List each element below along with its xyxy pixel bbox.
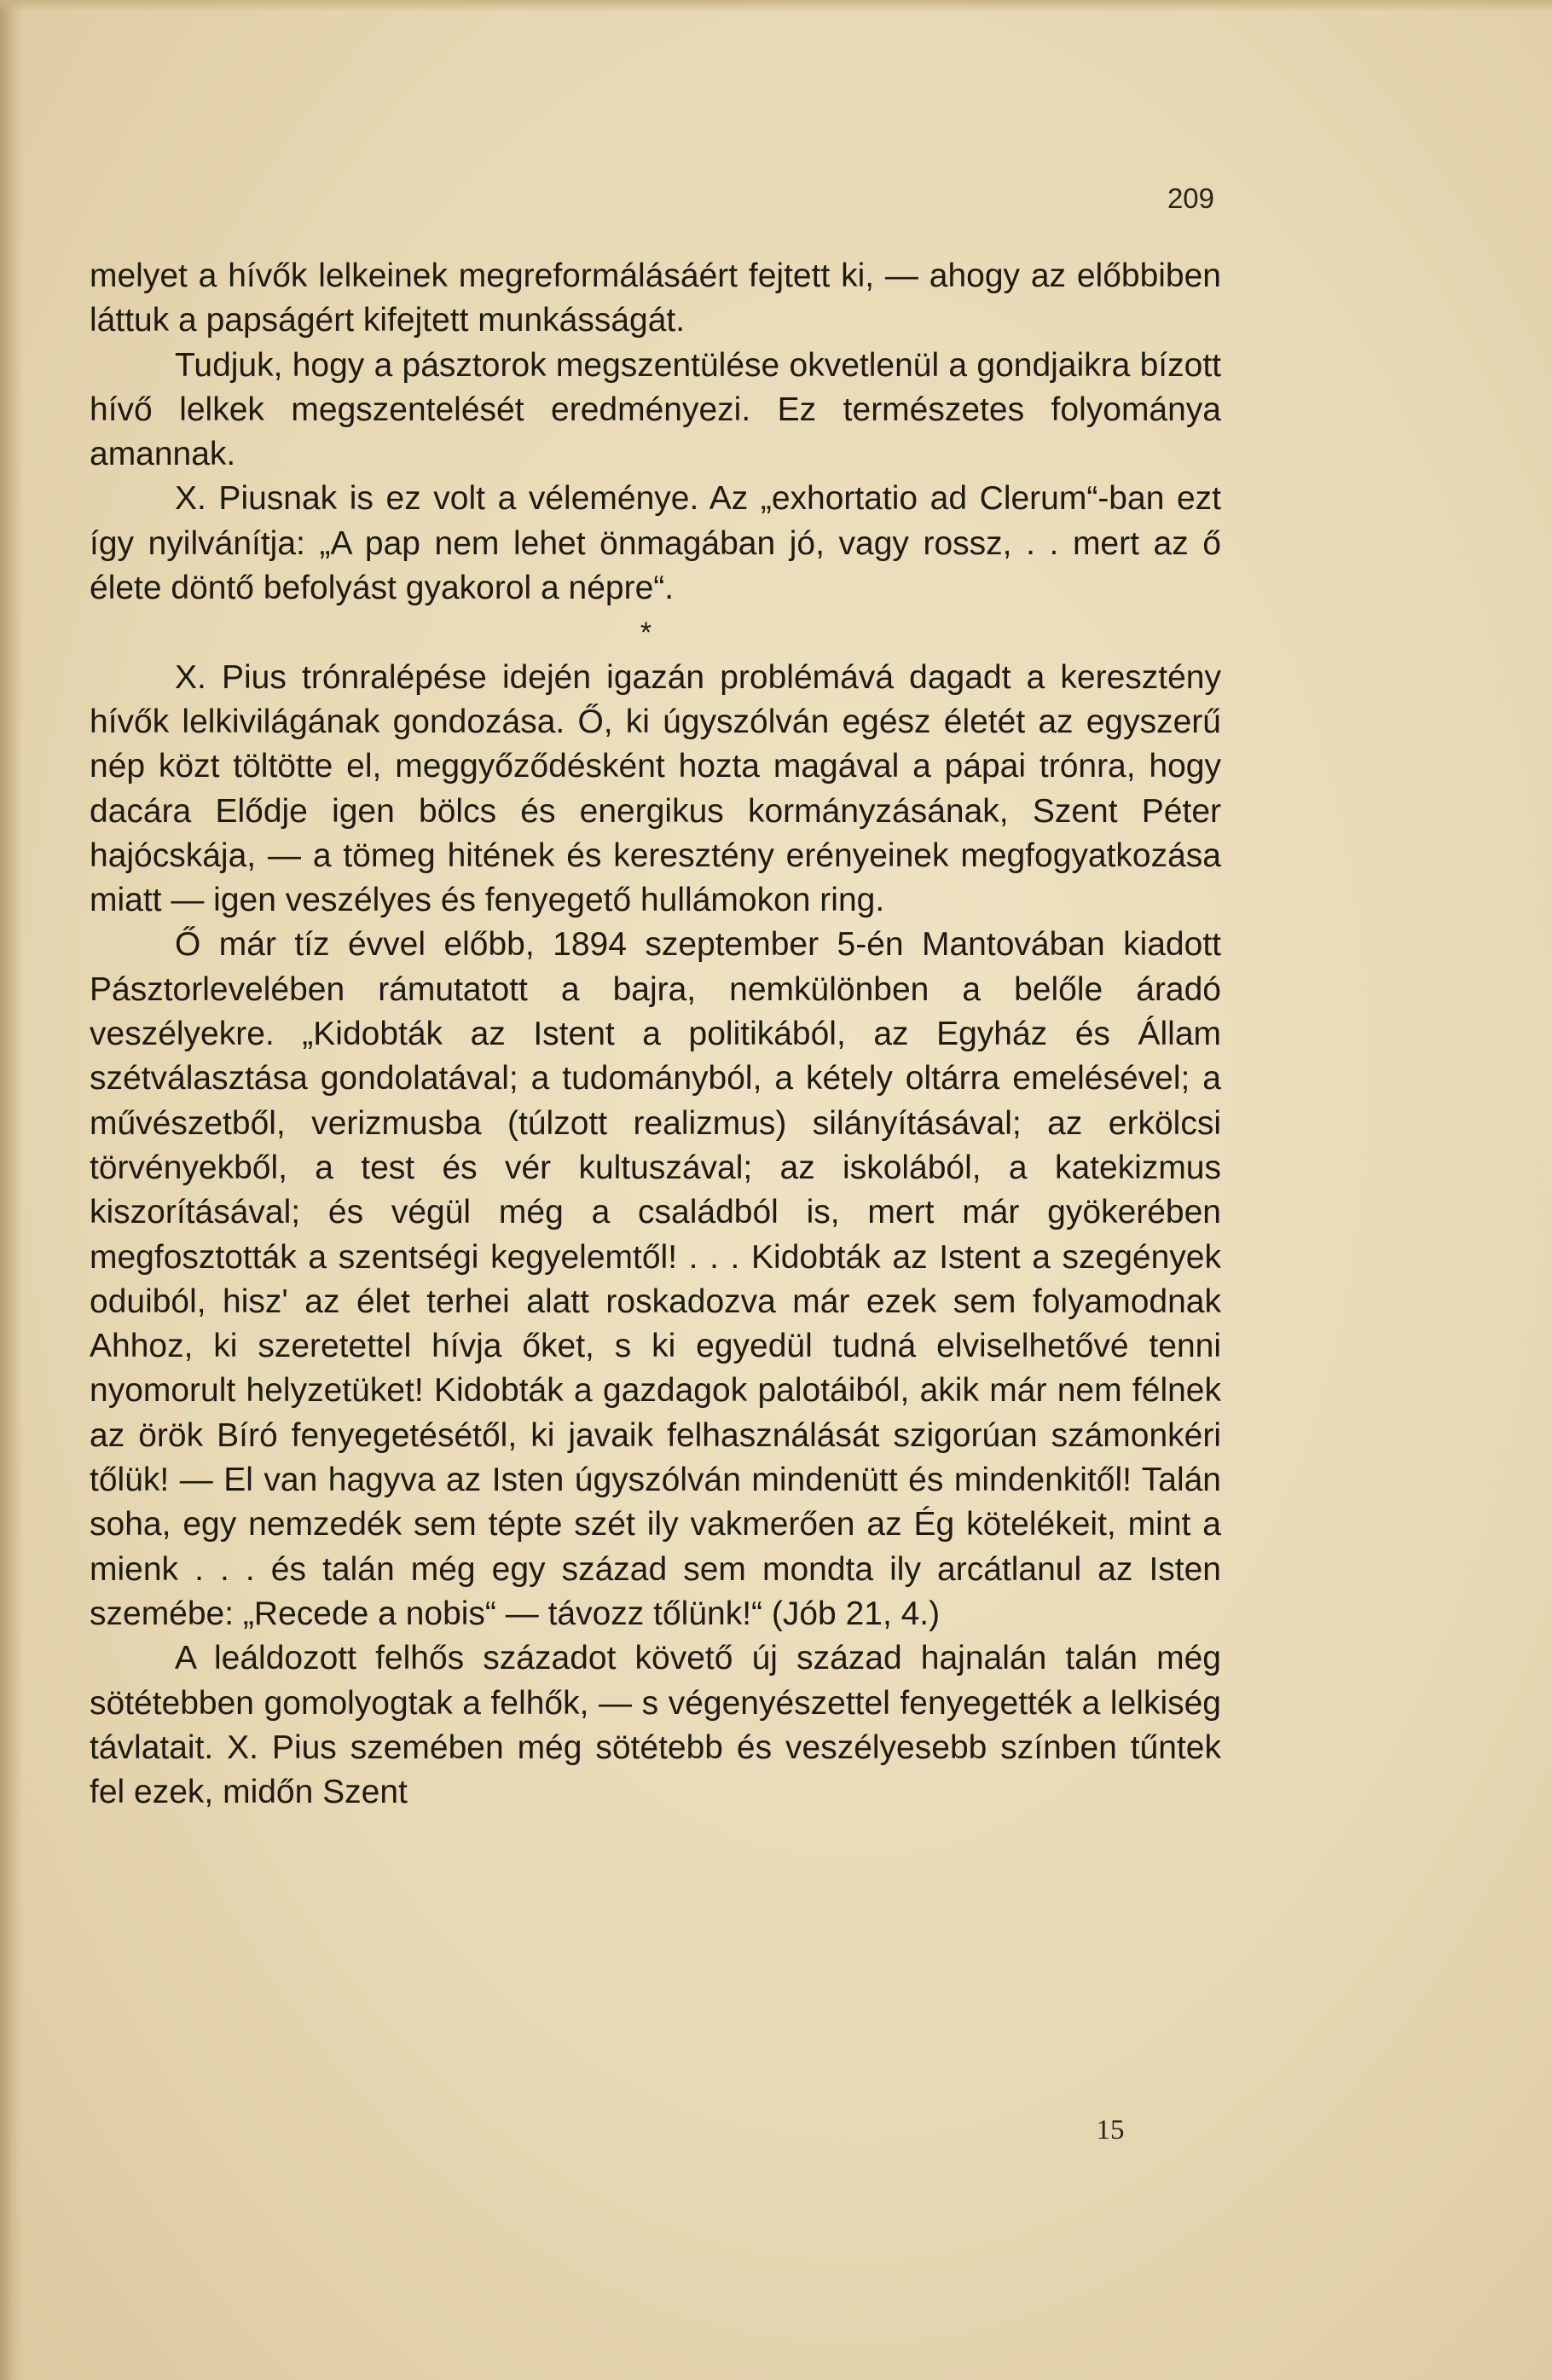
paragraph-1: melyet a hívők lelkeinek megreformálásáért fejtett ki, — ahogy az előbbiben láttuk a papságért kifejtett munkásságát. — [90, 258, 1221, 339]
page-edge-shadow-top — [0, 0, 1552, 12]
body-text — [90, 254, 1221, 1815]
signature-mark: 15 — [1096, 2115, 1125, 2145]
paragraph-3: X. Piusnak is ez volt a véleménye. Az „exhortatio ad Clerum“-ban ezt így nyilvánítja: „A pap nem lehet önmagában jó, vagy rossz, . . mert az ő élete döntő befolyást gyakorol a népre“. — [90, 480, 1221, 607]
paragraph-5: Ő már tíz évvel előbb, 1894 szeptember 5-én Mantovában kiadott Pásztorlevelében rámutatott a bajra, nemkülönben a belőle áradó veszélyekre. „Kidobták az Istent a politikából, az Egyház és Állam szétválasztása gondolatával; a tudományból, a kétely oltárra emelésével; a művészetből, verizmusba (túlzott realizmus) silányításával; az erkölcsi törvényekből, a test és vér kultuszával; az iskolából, a katekizmus kiszorításával; és végül még a családból is, mert már gyökerében megfosztották a szentségi kegyelemtől! . . . Kidobták az Istent a szegények oduiból, hisz' az élet terhei alatt roskadozva már ezek sem folyamodnak Ahhoz, ki szeretettel hívja őket, s ki egyedül tudná elviselhetővé tenni nyomorult helyzetüket! Kidobták a gazdagok palotáiból, akik már nem félnek az örök Bíró fenyegetésétől, ki javaik felhasználását szigorúan számonkéri tőlük! — El van hagyva az Isten úgyszólván mindenütt és mindenkitől! Talán soha, egy nemzedék sem tépte szét ily vakmerően az Ég kötelékeit, mint a mienk . . . és talán még egy század sem mondta ily arcátlanul az Isten szemébe: „Recede a nobis“ — távozz tőlünk!“ (Jób 21, 4.) — [90, 926, 1221, 1632]
paragraph-6: A leáldozott felhős századot követő új század hajnalán talán még sötétebben gomolyogtak a felhők, — s végenyészettel fenyegették a lelkiség távlatait. X. Pius szemében még sötétebb és veszélyesebb színben tűntek fel ezek, midőn Szent — [90, 1640, 1221, 1811]
page-number: 209 — [1167, 182, 1214, 214]
paragraph-4: X. Pius trónralépése idején igazán problémává dagadt a keresztény hívők lelkivilágának gondozása. Ő, ki úgyszólván egész életét az egyszerű nép közt töltötte el, meggyőződésként hozta magával a pápai trónra, hogy dacára Elődje igen bölcs és energikus kormányzásának, Szent Péter hajócskája, — a tömeg hitének és keresztény erényeinek megfogyatkozása miatt — igen veszélyes és fenyegető hullámokon ring. — [90, 658, 1221, 919]
page-edge-shadow-left — [0, 0, 24, 2380]
section-separator: * — [640, 617, 652, 650]
paragraph-2: Tudjuk, hogy a pásztorok megszentülése okvetlenül a gondjaikra bízott hívő lelkek megszentelését eredményezi. Ez természetes folyománya amannak. — [90, 346, 1221, 473]
